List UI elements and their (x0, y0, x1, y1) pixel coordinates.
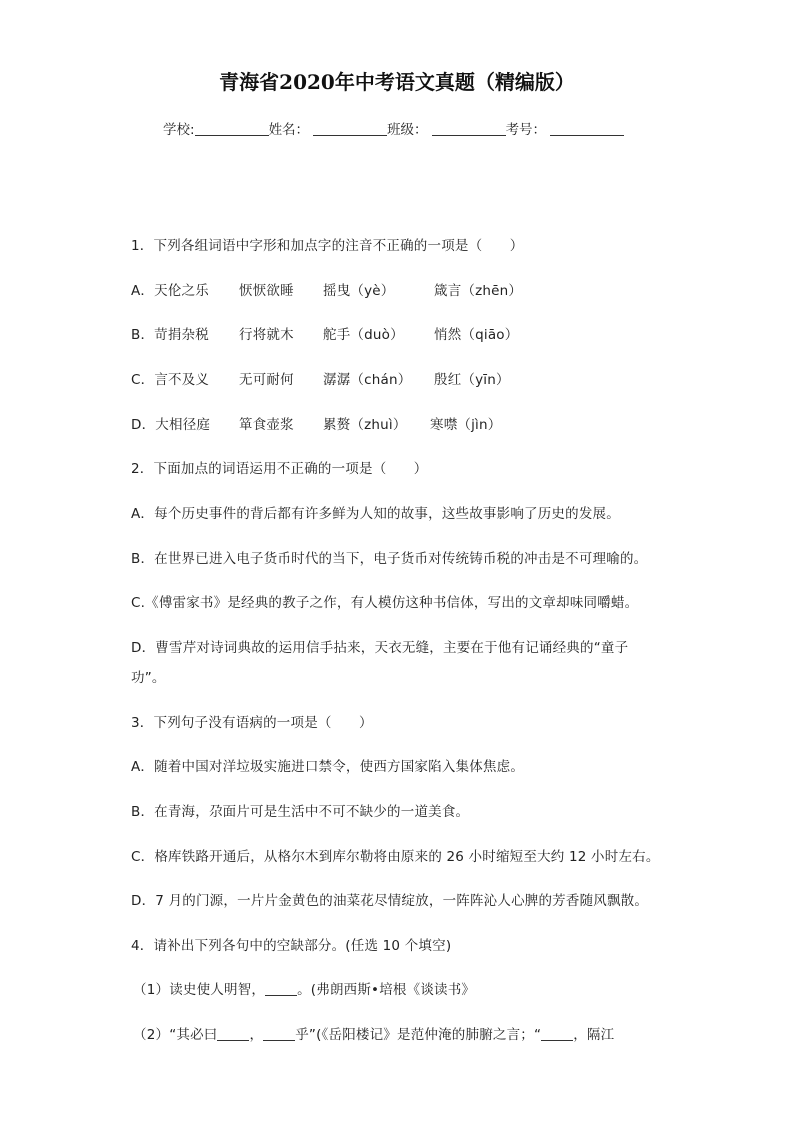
q4-2-text-c: 乎”(《岳阳楼记》是范仲淹的肺腑之言；“ (295, 1027, 542, 1043)
q3-option-c[interactable]: C．格库铁路开通后，从格尔木到库尔勒将由原来的 26 小时缩短至大约 12 小时左右。 (131, 849, 660, 865)
q1-a-word3: 摇曳（yè） (323, 283, 395, 299)
q4-2-blank-3[interactable] (541, 1027, 573, 1041)
q1-stem: 1．下列各组词语中字形和加点字的注音不正确的一项是（ ） (131, 238, 524, 254)
q3-option-b[interactable]: B．在青海，尕面片可是生活中不可不缺少的一道美食。 (131, 804, 470, 820)
q4-1-blank[interactable] (265, 982, 297, 996)
q1-option-c[interactable] (131, 368, 510, 388)
q1-option-d[interactable] (131, 413, 501, 433)
q1-option-b[interactable] (131, 323, 518, 343)
q1-b-word4: 悄然（qiāo） (434, 327, 519, 343)
q2-option-d-cont: 功”。 (131, 670, 166, 686)
q1-c-word1: C．言不及义 (131, 372, 210, 388)
q1-a-word1: A．天伦之乐 (131, 283, 209, 299)
q3-stem: 3．下列句子没有语病的一项是（ ） (131, 715, 373, 731)
q4-stem: 4．请补出下列各句中的空缺部分。(任选 10 个填空) (131, 938, 452, 954)
q2-option-b[interactable]: B．在世界已进入电子货币时代的当下，电子货币对传统铸币税的冲击是不可理喻的。 (131, 551, 648, 567)
class-blank[interactable] (432, 121, 506, 136)
student-info-line (163, 118, 624, 138)
name-blank[interactable] (313, 121, 387, 136)
q1-a-word4: 箴言（zhēn） (434, 283, 523, 299)
exam-no-blank[interactable] (550, 121, 624, 136)
q2-option-c[interactable]: C.《傅雷家书》是经典的教子之作，有人模仿这种书信体，写出的文章却味同嚼蜡。 (131, 595, 639, 611)
q1-b-word1: B．苛捐杂税 (131, 327, 209, 343)
q4-1-text-b: 。(弗朗西斯•培根《谈读书》 (297, 982, 476, 998)
q2-option-d[interactable]: D．曹雪芹对诗词典故的运用信手拈来，天衣无缝，主要在于他有记诵经典的“童子 (131, 640, 629, 656)
name-label: 姓名： (268, 122, 310, 138)
page-title: 青海省2020年中考语文真题（精编版） (219, 70, 575, 94)
q1-d-word1: D．大相径庭 (131, 417, 211, 433)
q1-option-a[interactable] (131, 279, 522, 299)
class-label: 班级： (387, 122, 428, 138)
q4-item-1 (133, 978, 475, 998)
q4-2-blank-1[interactable] (217, 1027, 249, 1041)
q1-d-word3: 累赘（zhuì） (323, 417, 407, 433)
q1-b-word3: 舵手（duò） (323, 327, 404, 343)
q1-d-word2: 箪食壶浆 (239, 417, 294, 433)
q1-c-word4: 殷红（yīn） (434, 372, 510, 388)
q1-c-word3: 潺潺（chán） (323, 372, 412, 388)
q4-item-2 (133, 1023, 614, 1043)
q4-1-text-a: （1）读史使人明智， (133, 982, 266, 998)
q4-2-text-a: （2）“其必曰 (133, 1027, 218, 1043)
q2-stem: 2．下面加点的词语运用不正确的一项是（ ） (131, 461, 428, 477)
q1-a-word2: 恹恹欲睡 (239, 283, 294, 299)
q3-option-d[interactable]: D．7 月的门源，一片片金黄色的油菜花尽情绽放，一阵阵沁人心脾的芳香随风飘散。 (131, 893, 649, 909)
q4-2-text-b: ， (249, 1027, 264, 1043)
q2-option-a[interactable]: A．每个历史事件的背后都有许多鲜为人知的故事，这些故事影响了历史的发展。 (131, 506, 620, 522)
school-label: 学校: (163, 122, 195, 138)
exam-no-label: 考号： (505, 122, 547, 138)
q4-2-text-d: ，隔江 (573, 1027, 615, 1043)
q3-option-a[interactable]: A．随着中国对洋垃圾实施进口禁令，使西方国家陷入集体焦虑。 (131, 759, 525, 775)
q1-b-word2: 行将就木 (239, 327, 294, 343)
q1-d-word4: 寒噤（jìn） (430, 417, 502, 433)
q1-c-word2: 无可耐何 (239, 372, 294, 388)
q4-2-blank-2[interactable] (263, 1027, 295, 1041)
school-blank[interactable] (195, 121, 269, 136)
